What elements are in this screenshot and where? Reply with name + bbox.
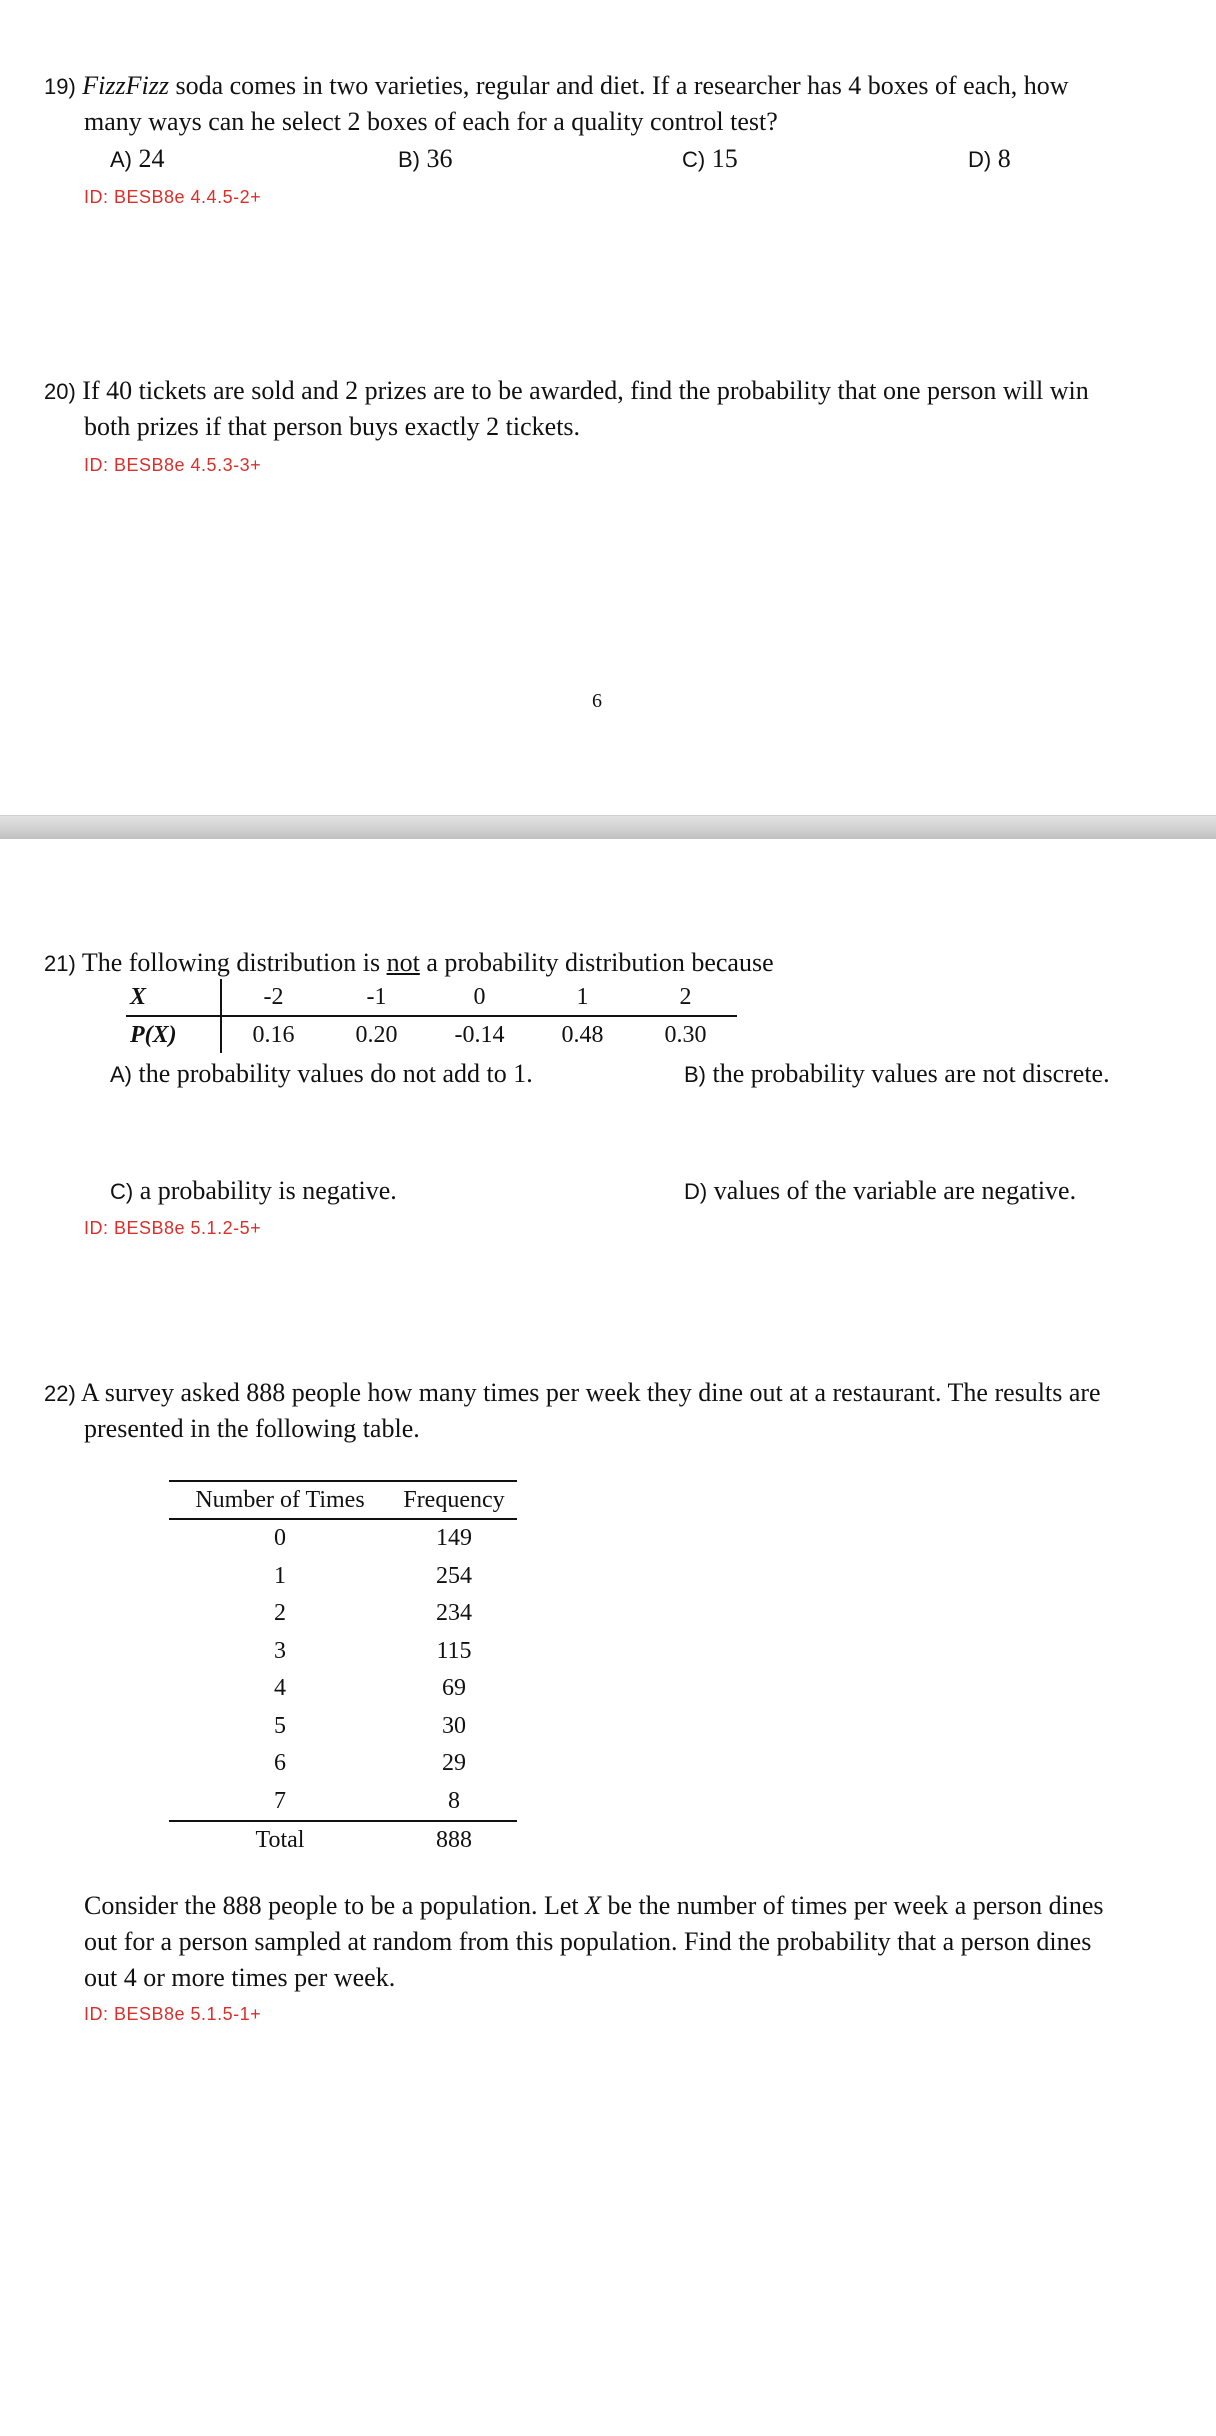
q21-x-value: -1 bbox=[325, 979, 428, 1016]
q21-id: ID: BESB8e 5.1.2-5+ bbox=[84, 1218, 262, 1238]
q22-para-line1 bbox=[84, 1888, 1104, 1924]
q19-option-d[interactable] bbox=[968, 141, 1011, 178]
q22-frequency-cell: 29 bbox=[442, 1750, 466, 1777]
q19-brand: FizzFizz bbox=[82, 71, 169, 100]
q21-p-value: -0.14 bbox=[454, 1021, 505, 1048]
q22-total-row bbox=[169, 1821, 517, 1860]
q21-row-label-x: X bbox=[126, 979, 221, 1016]
q22-total-label: Total bbox=[169, 1821, 391, 1860]
q20-id: ID: BESB8e 4.5.3-3+ bbox=[84, 455, 262, 475]
q22-header-frequency: Frequency bbox=[391, 1481, 517, 1519]
q21-option-c[interactable] bbox=[110, 1173, 397, 1210]
q21-option-c-letter: C) bbox=[110, 1179, 134, 1204]
q21-option-d-text: values of the variable are negative. bbox=[713, 1176, 1077, 1205]
page-number: 6 bbox=[592, 690, 602, 712]
table-row bbox=[169, 1633, 517, 1671]
q20-line2: both prizes if that person buys exactly 2 tickets. bbox=[84, 412, 581, 441]
q19-option-c[interactable] bbox=[682, 141, 738, 178]
q20-line1 bbox=[44, 373, 1089, 410]
q19-line2: many ways can he select 2 boxes of each for a quality control test? bbox=[84, 107, 778, 136]
q22-para-line2: out for a person sampled at random from this population. Find the probability that a person dines bbox=[84, 1927, 1092, 1956]
q21-x-value: 0 bbox=[428, 979, 531, 1016]
q19-option-d-text: 8 bbox=[997, 144, 1011, 173]
q22-times-cell: 7 bbox=[274, 1787, 286, 1814]
q19-option-a-letter: A) bbox=[110, 147, 132, 172]
table-row bbox=[169, 1595, 517, 1633]
table-row bbox=[169, 1519, 517, 1558]
q22-times-cell: 1 bbox=[274, 1562, 286, 1589]
q22-frequency-cell: 8 bbox=[448, 1787, 460, 1814]
q19-option-a[interactable] bbox=[110, 141, 165, 178]
q20-number: 20) bbox=[44, 379, 76, 404]
q22-line2: presented in the following table. bbox=[84, 1414, 420, 1443]
q22-para-var: X bbox=[585, 1891, 601, 1920]
q20-text-line1: If 40 tickets are sold and 2 prizes are to be awarded, find the probability that one person will win bbox=[82, 376, 1089, 405]
q19-option-b-letter: B) bbox=[398, 147, 420, 172]
q19-option-c-letter: C) bbox=[682, 147, 706, 172]
table-row bbox=[169, 1783, 517, 1822]
q22-id: ID: BESB8e 5.1.5-1+ bbox=[84, 2004, 262, 2024]
q21-option-a-letter: A) bbox=[110, 1062, 132, 1087]
q22-para-line1-a: Consider the 888 people to be a population. Let bbox=[84, 1891, 586, 1920]
q21-option-a[interactable] bbox=[110, 1056, 533, 1093]
q21-x-value: 1 bbox=[531, 979, 634, 1016]
q19-number: 19) bbox=[44, 74, 76, 99]
q21-option-b-text: the probability values are not discrete. bbox=[712, 1059, 1110, 1088]
q19-option-a-text: 24 bbox=[138, 144, 165, 173]
q22-frequency-table bbox=[169, 1480, 517, 1860]
q21-text-underlined: not bbox=[386, 948, 420, 977]
q22-number: 22) bbox=[44, 1381, 76, 1406]
q22-frequency-cell: 254 bbox=[436, 1562, 472, 1589]
table-row bbox=[169, 1558, 517, 1596]
q21-p-value: 0.16 bbox=[252, 1021, 295, 1048]
q19-option-b-text: 36 bbox=[426, 144, 453, 173]
q21-distribution-table bbox=[126, 979, 737, 1053]
q21-option-a-text: the probability values do not add to 1. bbox=[138, 1059, 533, 1088]
q22-table-header bbox=[169, 1481, 517, 1519]
q21-p-value: 0.30 bbox=[664, 1021, 707, 1048]
q21-option-b-letter: B) bbox=[684, 1062, 706, 1087]
q22-times-cell: 0 bbox=[274, 1525, 286, 1552]
q22-frequency-cell: 234 bbox=[436, 1600, 472, 1627]
q22-frequency-cell: 115 bbox=[436, 1637, 472, 1664]
q22-times-cell: 5 bbox=[274, 1712, 286, 1739]
q22-frequency-cell: 69 bbox=[442, 1675, 466, 1702]
q21-table-row-p bbox=[126, 1016, 737, 1053]
q21-text-after: a probability distribution because bbox=[419, 948, 774, 977]
q19-option-d-letter: D) bbox=[968, 147, 992, 172]
q22-frequency-cell: 149 bbox=[436, 1525, 472, 1552]
q22-para-line1-b: be the number of times per week a person dines bbox=[601, 1891, 1104, 1920]
q19-text-line1: soda comes in two varieties, regular and diet. If a researcher has 4 boxes of each, how bbox=[168, 71, 1069, 100]
q22-para-line3: out 4 or more times per week. bbox=[84, 1963, 396, 1992]
q21-option-c-text: a probability is negative. bbox=[139, 1176, 397, 1205]
q21-text-before: The following distribution is bbox=[81, 948, 387, 977]
q19-option-c-text: 15 bbox=[711, 144, 738, 173]
q22-line1 bbox=[44, 1375, 1101, 1412]
q21-x-value: 2 bbox=[634, 979, 737, 1016]
table-row bbox=[169, 1670, 517, 1708]
q21-table-row-x bbox=[126, 979, 737, 1016]
q19-option-b[interactable] bbox=[398, 141, 453, 178]
q19-id: ID: BESB8e 4.4.5-2+ bbox=[84, 187, 262, 207]
q21-number: 21) bbox=[44, 951, 76, 976]
q19-line1 bbox=[44, 68, 1069, 105]
q21-row-label-p: P(X) bbox=[126, 1016, 221, 1053]
q22-total-value: 888 bbox=[391, 1821, 517, 1860]
q21-option-d-letter: D) bbox=[684, 1179, 708, 1204]
q21-option-b[interactable] bbox=[684, 1056, 1110, 1093]
q21-option-d[interactable] bbox=[684, 1173, 1076, 1210]
q22-header-number-of-times: Number of Times bbox=[169, 1481, 391, 1519]
table-row bbox=[169, 1745, 517, 1783]
q22-frequency-cell: 30 bbox=[442, 1712, 466, 1739]
q21-p-value: 0.48 bbox=[561, 1021, 604, 1048]
q22-text-line1: A survey asked 888 people how many times per week they dine out at a restaurant. The results are bbox=[80, 1378, 1101, 1407]
q21-line1 bbox=[44, 945, 774, 982]
page-break bbox=[0, 815, 1216, 840]
q22-times-cell: 2 bbox=[274, 1600, 286, 1627]
q22-times-cell: 6 bbox=[274, 1750, 286, 1777]
q21-x-value: -2 bbox=[221, 979, 325, 1016]
table-row bbox=[169, 1708, 517, 1746]
q22-times-cell: 4 bbox=[274, 1675, 286, 1702]
q21-p-value: 0.20 bbox=[355, 1021, 398, 1048]
q22-times-cell: 3 bbox=[274, 1637, 286, 1664]
